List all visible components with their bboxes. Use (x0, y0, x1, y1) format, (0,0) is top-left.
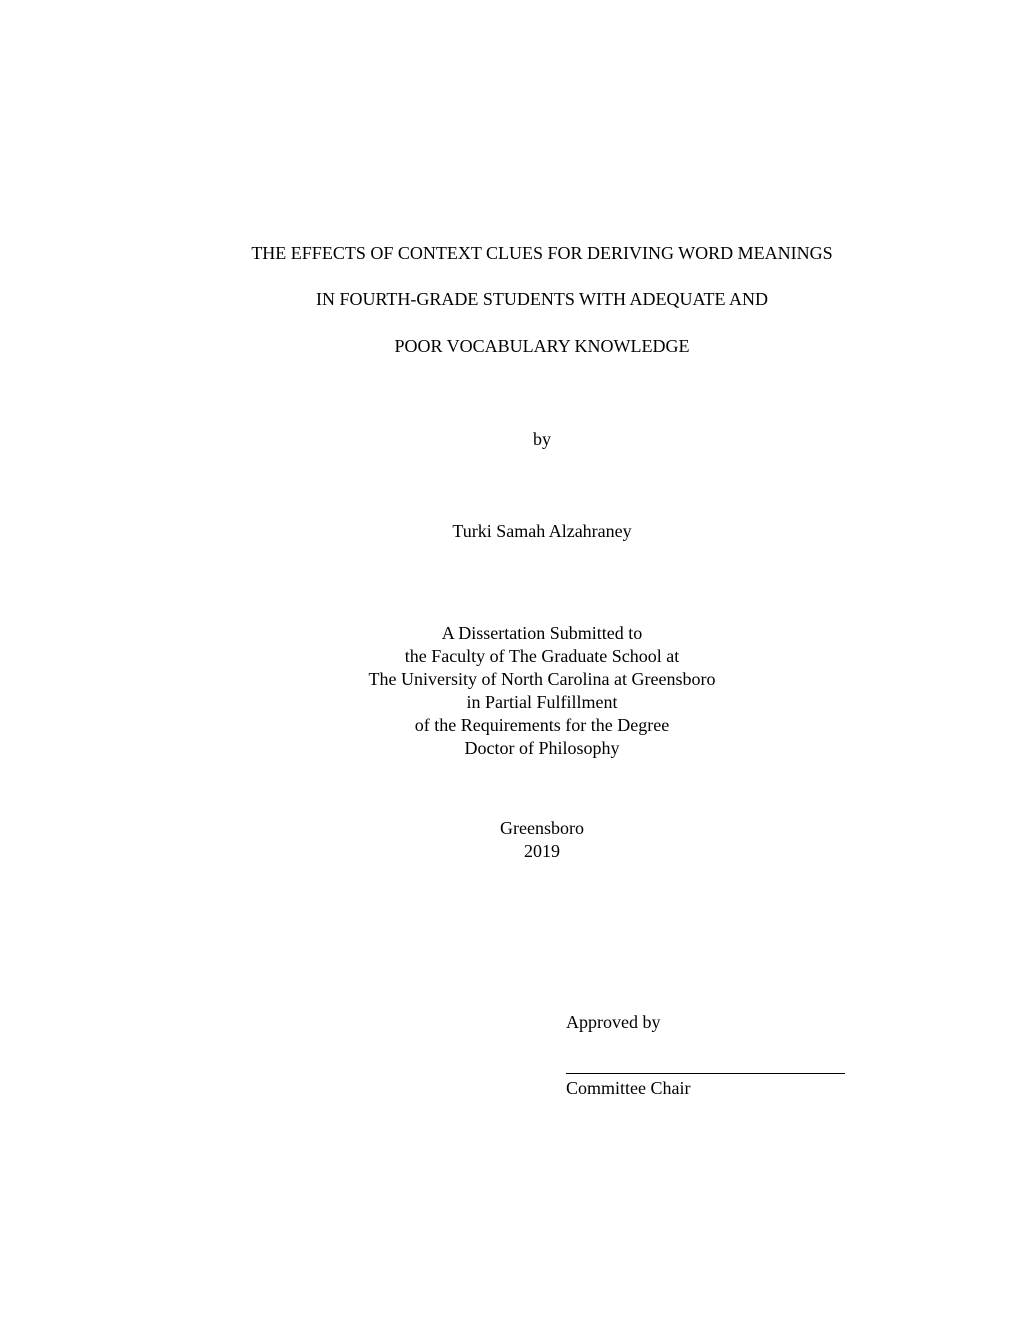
title-line-2: IN FOURTH-GRADE STUDENTS WITH ADEQUATE AND (315, 289, 769, 309)
by-text: by (533, 429, 551, 449)
title-line-1: THE EFFECTS OF CONTEXT CLUES FOR DERIVING WORD MEANINGS (251, 243, 833, 263)
author-name: Turki Samah Alzahraney (452, 521, 632, 541)
approved-by-label: Approved by (566, 1012, 661, 1032)
place: Greensboro (500, 818, 584, 838)
submission-line-1: A Dissertation Submitted to (441, 623, 643, 643)
submission-line-5: of the Requirements for the Degree (414, 715, 670, 735)
by-line (342, 428, 742, 451)
year: 2019 (524, 841, 560, 861)
signature-line (566, 1073, 845, 1074)
submission-line-3: The University of North Carolina at Greensboro (368, 669, 716, 689)
author-block (342, 520, 742, 543)
submission-line-2: the Faculty of The Graduate School at (404, 646, 680, 666)
place-date-block (342, 817, 742, 863)
committee-chair-label: Committee Chair (566, 1078, 691, 1098)
submission-line-4: in Partial Fulfillment (466, 692, 618, 712)
submission-statement (342, 622, 742, 760)
submission-line-6: Doctor of Philosophy (464, 738, 620, 758)
title-line-3: POOR VOCABULARY KNOWLEDGE (394, 336, 690, 356)
